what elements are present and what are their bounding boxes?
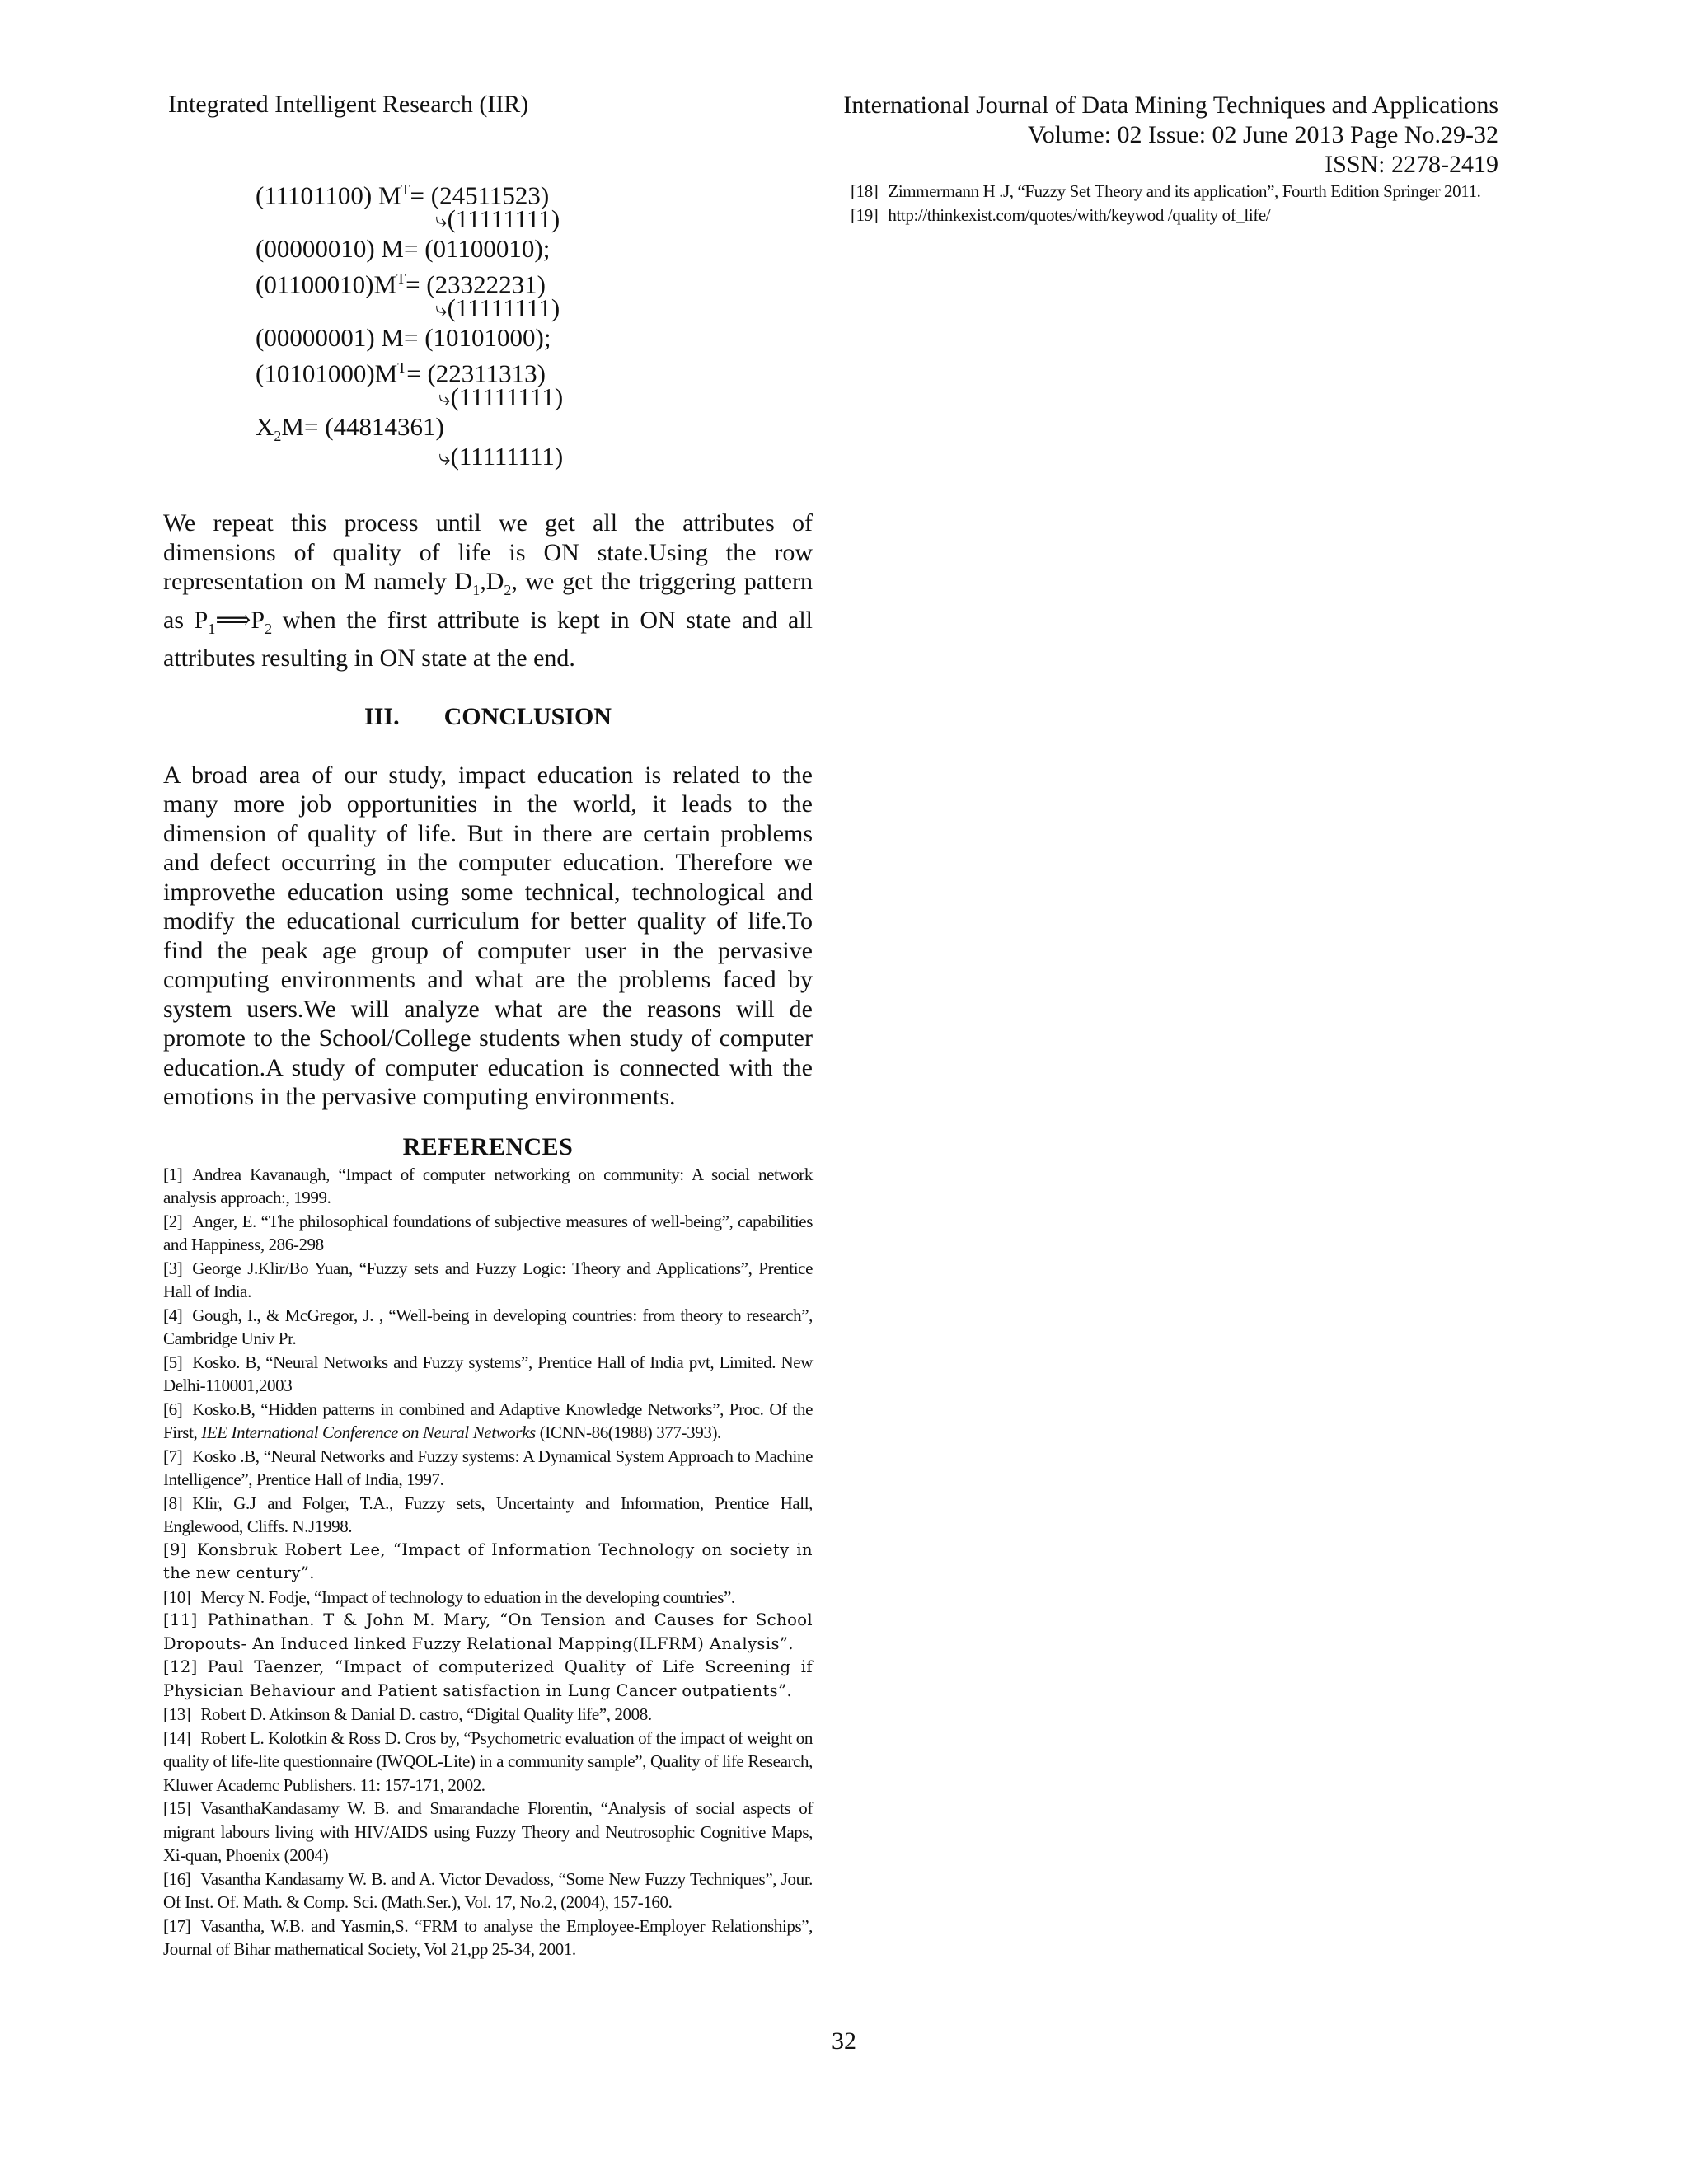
math-line: $(01100010)M^T= (23322231)$ [256, 269, 546, 299]
math-line: ⤷(11111111) [256, 382, 813, 412]
page-number: 32 [832, 2027, 856, 2055]
reference-item: [5] Kosko. B, “Neural Networks and Fuzzy systems”, Prentice Hall of India pvt, Limited. New Delhi-110001,2003 [163, 1352, 813, 1395]
math-line: ⤷(11111111) [256, 293, 813, 323]
reference-item: [3] George J.Klir/Bo Yuan, “Fuzzy sets and Fuzzy Logic: Theory and Applications”, Prentice Hall of India. [163, 1258, 813, 1301]
reference-item: [7] Kosko .B, “Neural Networks and Fuzzy systems: A Dynamical System Approach to Machine Intelligence”, Prentice Hall of India, 1997. [163, 1446, 813, 1489]
math-line: ⤷(11111111) [256, 204, 813, 234]
hook-arrow-icon: ⤷ [438, 387, 451, 411]
left-column [163, 175, 813, 1961]
volume-issue: Volume: 02 Issue: 02 June 2013 Page No.29-32 [1027, 121, 1498, 148]
reference-item: [6] Kosko.B, “Hidden patterns in combined and Adaptive Knowledge Networks”, Proc. Of the First, IEE International Conference on Neural Networks (ICNN-86(1988) 377-393). [163, 1399, 813, 1442]
hook-arrow-icon: ⤷ [438, 446, 451, 471]
reference-list [163, 1163, 813, 1961]
running-header-left: Integrated Intelligent Research (IIR) [168, 91, 529, 118]
hook-arrow-icon: ⤷ [435, 298, 448, 322]
math-line: ⤷(11111111) [256, 442, 813, 471]
reference-item: [14] Robert L. Kolotkin & Ross D. Cros by, “Psychometric evaluation of the impact of weight on quality of life-lite questionnaire (IWQOL-Lite) in a community sample”, Quality of life Research, Kluwer Academc Publishers. 11: 157-171, 2002. [163, 1727, 813, 1795]
reference-item: [9] Konsbruk Robert Lee, “Impact of Information Technology on society in the new century”. [163, 1540, 813, 1582]
math-line: (00000001) M= (10101000); [256, 323, 551, 352]
running-header-right [674, 91, 1498, 180]
reference-item: [8] Klir, G.J and Folger, T.A., Fuzzy sets, Uncertainty and Information, Prentice Hall, Englewood, Cliffs. N.J1998. [163, 1493, 813, 1536]
reference-item: [11] Pathinathan. T & John M. Mary, “On Tension and Causes for School Dropouts- An Induced linked Fuzzy Relational Mapping(ILFRM) Analysis”. [163, 1610, 813, 1653]
reference-item: [18] Zimmermann H .J, “Fuzzy Set Theory and its application”, Fourth Edition Springer 2011. [851, 181, 1481, 201]
process-paragraph: We repeat this process until we get all the attributes of dimensions of quality of life is ON state.Using the row representation on M namely $D_1,D_2$, we get the triggering pattern as $P_1⟹P_2$ when the first attribute is kept in ON state and all attributes resulting in ON state at the end. [163, 509, 814, 672]
matrix-iteration-block [256, 175, 813, 471]
math-line: $(10101000)M^T= (22311313)$ [256, 359, 546, 388]
math-line: (11101100) $M^T= (24511523)$ [256, 180, 550, 210]
reference-item: [4] Gough, I., & McGregor, J. , “Well-being in developing countries: from theory to research”, Cambridge Univ Pr. [163, 1305, 813, 1348]
reference-item: [10] Mercy N. Fodje, “Impact of technology to eduation in the developing countries”. [163, 1586, 735, 1607]
section-heading-conclusion: III. CONCLUSION [364, 702, 612, 730]
reference-item: [15] VasanthaKandasamy W. B. and Smarandache Florentin, “Analysis of social aspects of migrant labours living with HIV/AIDS using Fuzzy Theory and Neutrosophic Cognitive Maps, Xi-quan, Phoenix (2004) [163, 1798, 813, 1865]
reference-item: [19] http://thinkexist.com/quotes/with/keywod /quality of_life/ [851, 204, 1271, 225]
right-column [851, 180, 1498, 227]
reference-item: [1] Andrea Kavanaugh, “Impact of computer networking on community: A social network analysis approach:, 1999. [163, 1164, 813, 1207]
conclusion-paragraph: A broad area of our study, impact education is related to the many more job opportunities in the world, it leads to the dimension of quality of life. But in there are certain problems and defect occurring in the computer education. Therefore we improvethe education using some technical, technological and modify the educational curriculum for better quality of life.To find the peak age group of computer user in the pervasive computing environments and what are the problems faced by system users.We will analyze what are the reasons will de promote to the School/College students when study of computer education.A study of computer education is connected with the emotions in the pervasive computing environments. [163, 761, 813, 1110]
reference-item: [12] Paul Taenzer, “Impact of computerized Quality of Life Screening if Physician Behaviour and Patient satisfaction in Lung Cancer outpatients”. [163, 1657, 813, 1700]
reference-item: [17] Vasantha, W.B. and Yasmin,S. “FRM to analyse the Employee-Employer Relationships”, Journal of Bihar mathematical Society, Vol 21,pp 25-34, 2001. [163, 1915, 813, 1959]
reference-item: [2] Anger, E. “The philosophical foundations of subjective measures of well-being”, capabilities and Happiness, 286-298 [163, 1211, 813, 1254]
math-line: $X_2M= (44814361)$ [256, 412, 444, 445]
reference-item: [13] Robert D. Atkinson & Danial D. castro, “Digital Quality life”, 2008. [163, 1704, 652, 1724]
journal-title: International Journal of Data Mining Techniques and Applications [843, 91, 1498, 119]
hook-arrow-icon: ⤷ [435, 209, 448, 233]
reference-item: [16] Vasantha Kandasamy W. B. and A. Victor Devadoss, “Some New Fuzzy Techniques”, Jour. Of Inst. Of. Math. & Comp. Sci. (Math.Ser.), Vol. 17, No.2, (2004), 157-160. [163, 1868, 813, 1912]
issn: ISSN: 2278-2419 [1325, 151, 1498, 178]
references-heading: REFERENCES [402, 1132, 574, 1160]
math-line: (00000010) M= (01100010); [256, 234, 551, 263]
